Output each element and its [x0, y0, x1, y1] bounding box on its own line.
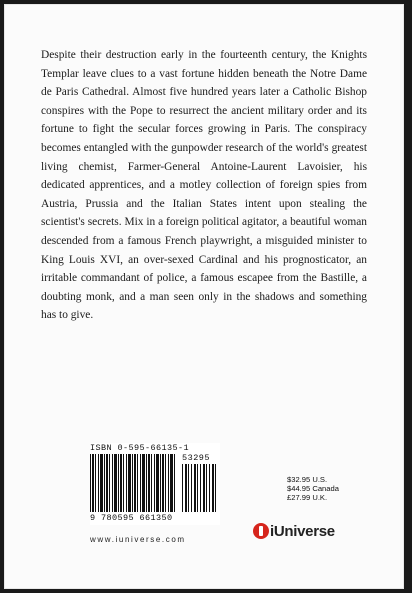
iuniverse-logo-icon: [253, 523, 269, 539]
publisher-name: iUniverse: [270, 522, 335, 540]
price-list: [287, 475, 339, 502]
barcode: [90, 443, 220, 525]
isbn-label: ISBN 0-595-66135-1: [90, 443, 190, 453]
publisher-website: www.iuniverse.com: [90, 535, 186, 544]
ean-digits: 9 780595 661350: [90, 513, 173, 523]
book-description: Despite their destruction early in the fourteenth century, the Knights Templar leave clues to a vast fortune hidden beneath the Notre Dame de Paris Cathedral. Almost five hundred years later a Catholic Bishop conspires with the Pope to resurrect the ancient military order and its fortune to fight the secular forces growing in Paris. The conspiracy becomes entangled with the gunpowder research of the world's greatest living chemist, Farmer-General Antoine-Laurent Lavoisier, his dedicated apprentices, and a motley collection of foreign spies from Austria, Prussia and the Italian States intent upon stealing the scientist's secrets. Mix in a foreign political agitator, a beautiful woman descended from a famous French playwright, a misguided minister to King Louis XVI, an over-sexed Cardinal and his prognosticator, an irritable commandant of police, a famous escapee from the Bastille, a doubting monk, and a man seen only in the shadows and something has to give.: [41, 49, 367, 322]
back-cover: [4, 4, 404, 589]
price-us: $32.95 U.S.: [287, 475, 328, 484]
price-canada: $44.95 Canada: [287, 484, 339, 493]
barcode-bars-icon: [90, 454, 176, 512]
price-code: 53295: [182, 453, 211, 463]
price-uk: £27.99 U.K.: [287, 493, 328, 502]
addon-barcode-bars-icon: [182, 464, 218, 512]
publisher-logo: [253, 520, 373, 542]
